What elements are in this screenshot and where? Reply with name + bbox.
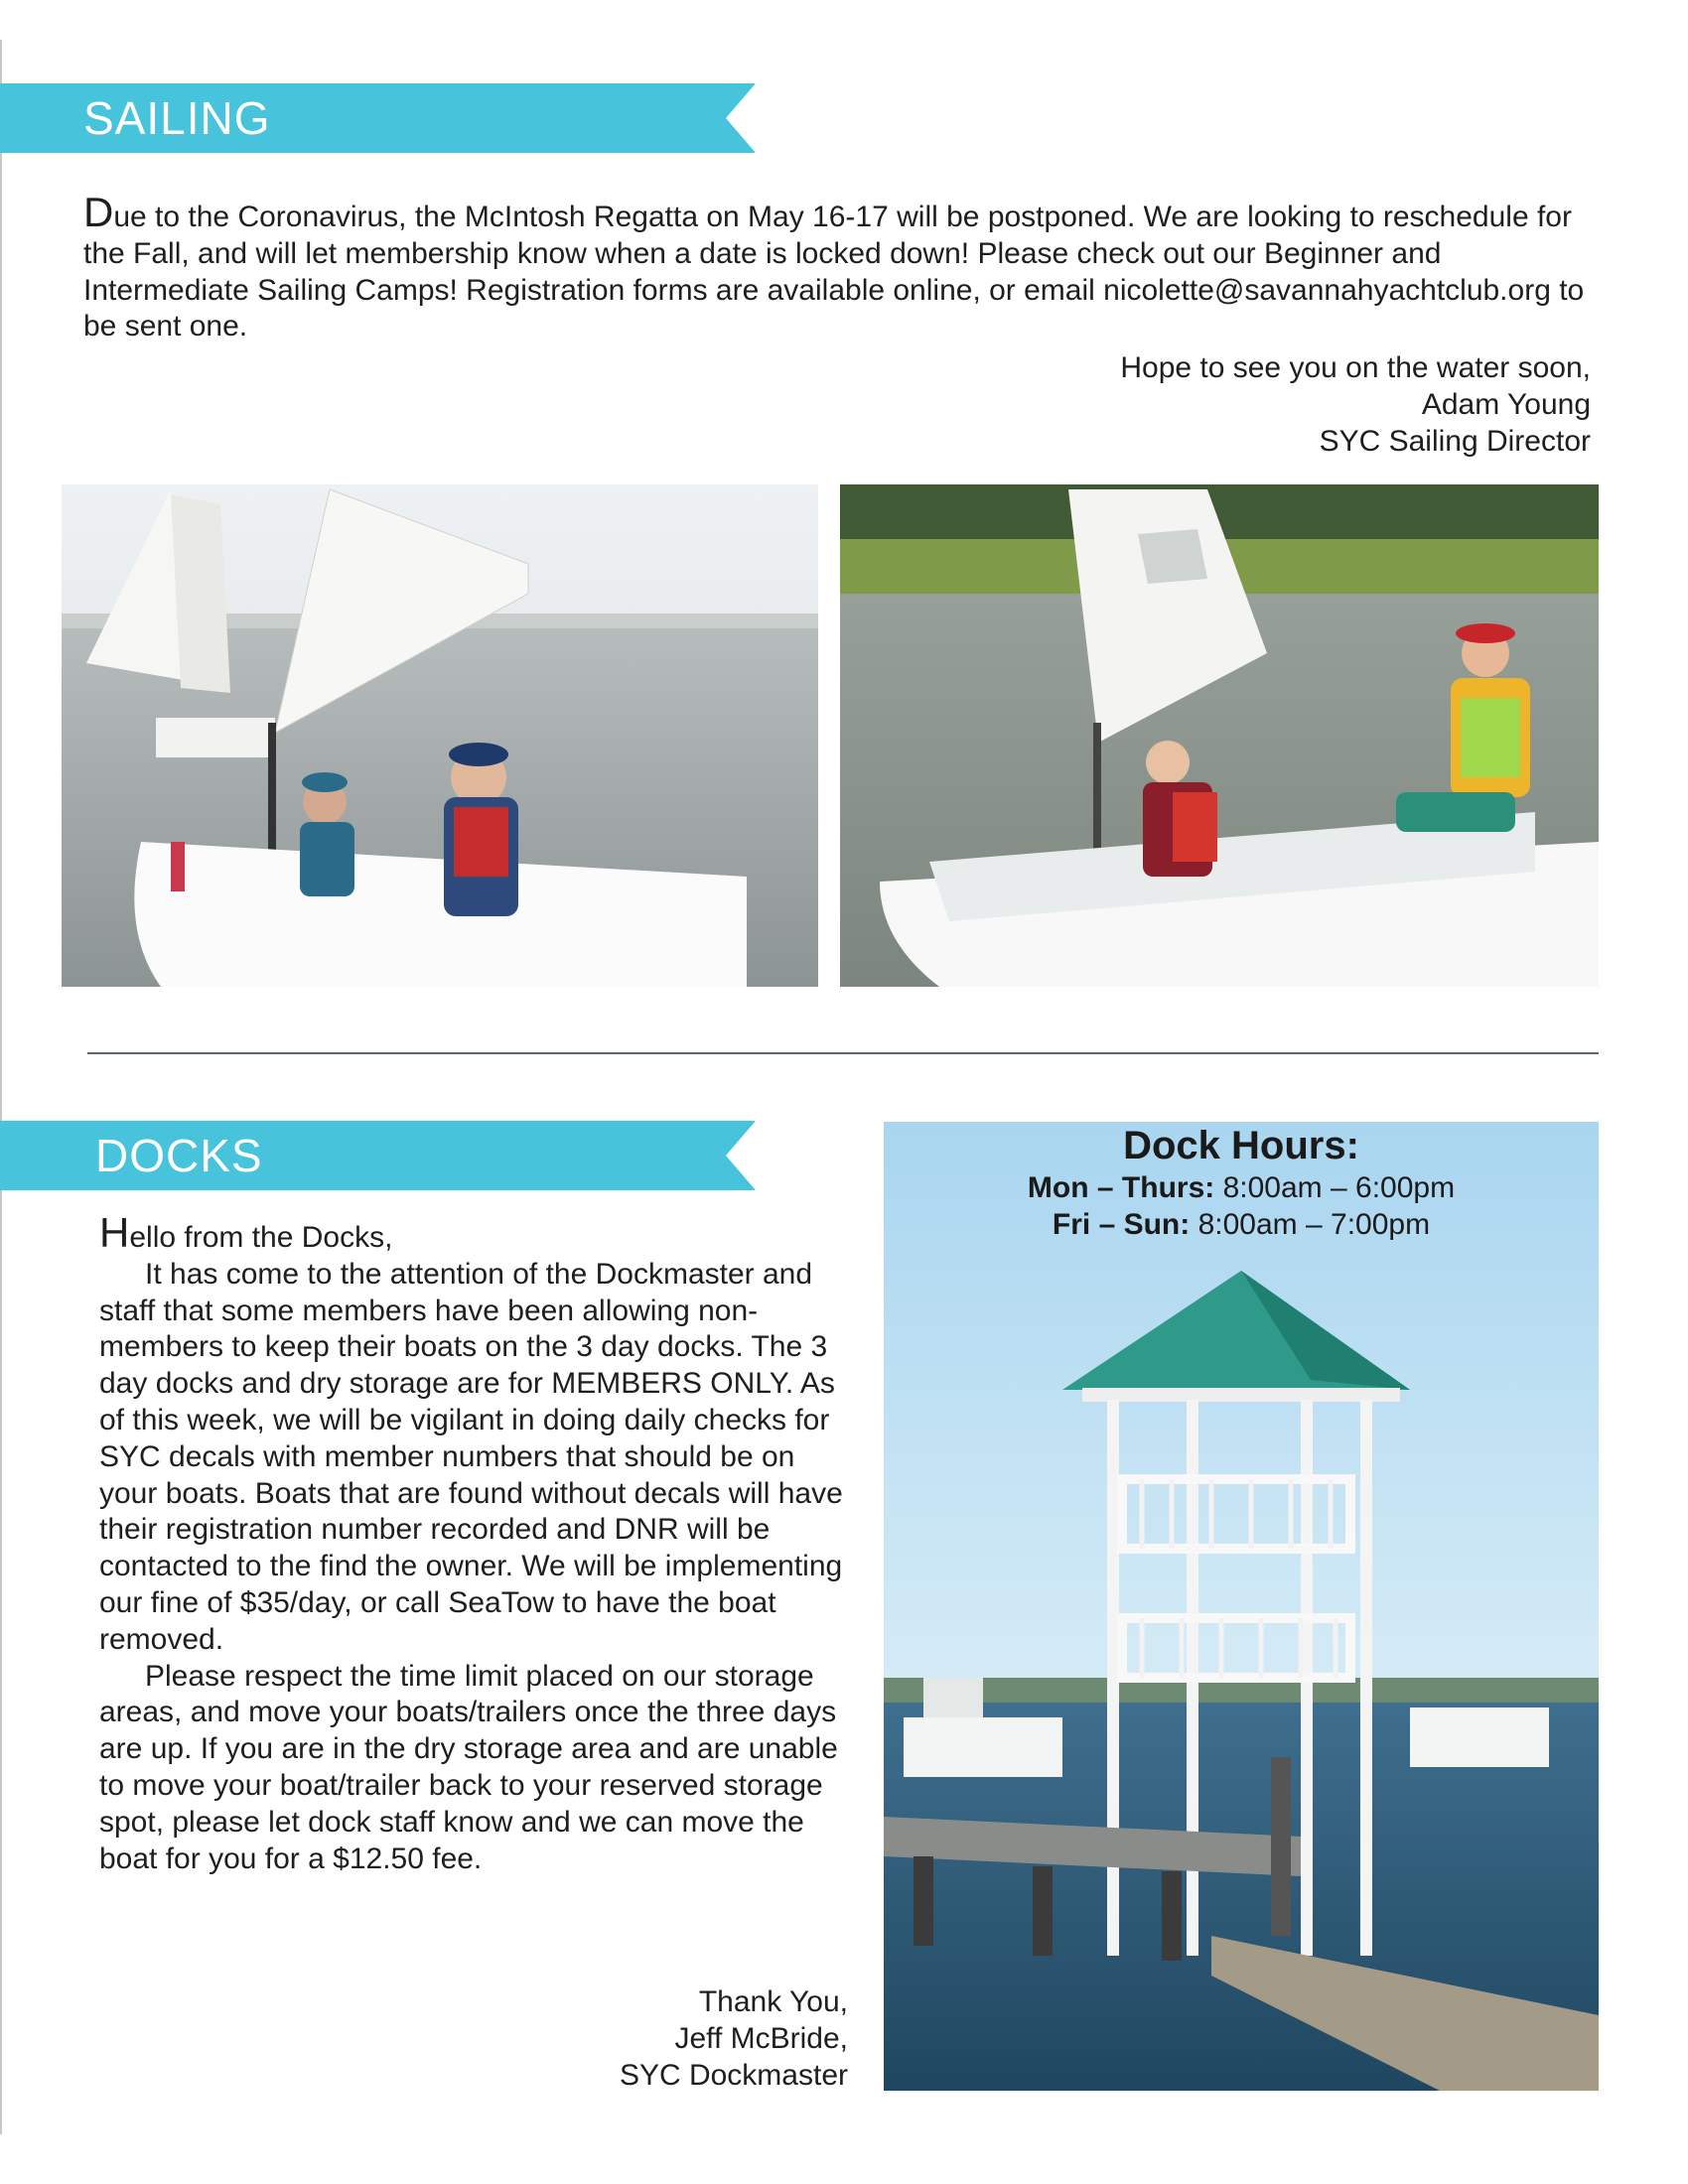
sailing-signature xyxy=(1120,349,1591,460)
dock-hours-time: 8:00am – 7:00pm xyxy=(1197,1208,1431,1241)
sailing-banner xyxy=(0,83,755,153)
dock-tower-photo xyxy=(884,1122,1599,2091)
sailing-photo-left xyxy=(62,484,818,987)
docks-body xyxy=(99,1209,854,1877)
sailing-signer-name: Adam Young xyxy=(1421,388,1591,421)
docks-paragraph-1: It has come to the attention of the Dockmaster and staff that some members have been allowing non-members to keep their boats on the 3 day docks. The 3 day docks and dry storage are for MEMBERS ONLY. As of this week, we will be vigilant in doing daily checks for SYC decals with member numbers that should be on your boats. Boats that are found without decals will have their registration number recorded and DNR will be contacted to the find the owner. We will be implementing our fine of $35/day, or call SeaTow to have the boat removed. xyxy=(99,1257,843,1656)
dock-hours-days: Mon – Thurs: xyxy=(1027,1171,1215,1204)
sailing-dropcap: D xyxy=(83,189,114,235)
section-divider xyxy=(87,1052,1599,1054)
docks-dropcap: H xyxy=(99,1209,130,1256)
sailing-heading: SAILING xyxy=(83,92,271,144)
dock-hours-time: 8:00am – 6:00pm xyxy=(1222,1171,1456,1204)
docks-paragraph-2: Please respect the time limit placed on our storage areas, and move your boats/trailers once the three days are up. If you are in the dry storage area and are unable to move your boat/trailer back to your reserved storage spot, please let dock staff know and we can move the boat for you for a $12.50 fee. xyxy=(99,1659,838,1875)
sailing-photo-right xyxy=(840,484,1599,987)
dock-hours xyxy=(884,1122,1599,1243)
dock-hours-row xyxy=(884,1169,1599,1206)
docks-signature xyxy=(620,1983,848,2094)
dock-hours-row xyxy=(884,1206,1599,1243)
docks-signoff: Thank You, xyxy=(698,1985,848,2018)
sailing-body xyxy=(83,189,1603,345)
docks-signer-name: Jeff McBride, xyxy=(674,2022,848,2055)
sailing-signer-role: SYC Sailing Director xyxy=(1319,425,1591,458)
docks-greeting: ello from the Docks, xyxy=(129,1221,393,1254)
docks-signer-role: SYC Dockmaster xyxy=(619,2059,848,2092)
dock-hours-days: Fri – Sun: xyxy=(1052,1208,1191,1241)
docks-banner xyxy=(0,1121,755,1190)
sailing-signoff: Hope to see you on the water soon, xyxy=(1120,351,1591,384)
docks-heading: DOCKS xyxy=(95,1130,263,1181)
sailing-body-text: ue to the Coronavirus, the McIntosh Regatta on May 16-17 will be postponed. We are looking to reschedule for the Fall, and will let membership know when a date is locked down! Please check out our Beginner and Intermediate Sailing Camps! Registration forms are available online, or email nicolette@savannahyachtclub.org to be sent one. xyxy=(83,201,1585,343)
page-left-rule xyxy=(0,40,2,2134)
dock-hours-title: Dock Hours: xyxy=(1123,1124,1359,1167)
